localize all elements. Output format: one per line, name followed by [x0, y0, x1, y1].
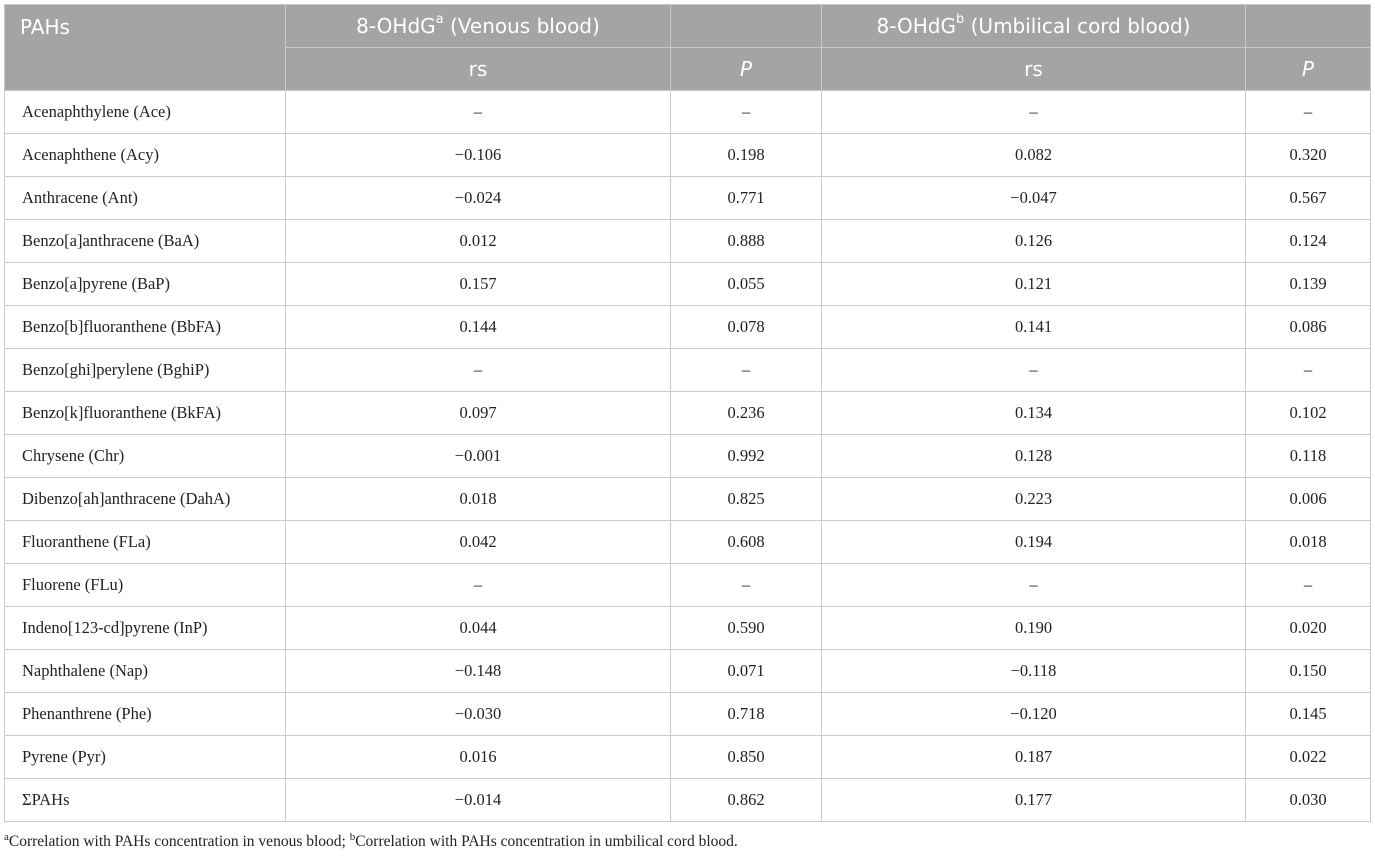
- header-rs-venous: rs: [286, 48, 671, 91]
- rs-venous-cell: –: [286, 564, 671, 607]
- rs-cord-cell: 0.134: [822, 392, 1246, 435]
- table-row: [5, 263, 1371, 306]
- rs-venous-cell: 0.144: [286, 306, 671, 349]
- pah-name-cell: Chrysene (Chr): [5, 435, 286, 478]
- p-venous-cell: 0.992: [671, 435, 822, 478]
- header-group-cord: [822, 5, 1246, 48]
- table-row: [5, 220, 1371, 263]
- table-footnote: [4, 830, 738, 851]
- pah-name-cell: Fluoranthene (FLa): [5, 521, 286, 564]
- p-venous-cell: 0.888: [671, 220, 822, 263]
- rs-venous-cell: 0.097: [286, 392, 671, 435]
- p-venous-cell: –: [671, 564, 822, 607]
- table-row: [5, 736, 1371, 779]
- p-venous-cell: 0.850: [671, 736, 822, 779]
- pah-name-cell: Pyrene (Pyr): [5, 736, 286, 779]
- table-header: [5, 5, 1371, 91]
- rs-cord-cell: 0.082: [822, 134, 1246, 177]
- rs-cord-cell: –: [822, 91, 1246, 134]
- p-cord-cell: 0.118: [1246, 435, 1371, 478]
- table-row: [5, 306, 1371, 349]
- table-row: [5, 779, 1371, 822]
- table-body: [5, 91, 1371, 822]
- rs-venous-cell: 0.044: [286, 607, 671, 650]
- table-row: [5, 564, 1371, 607]
- footnote-b-text: Correlation with PAHs concentration in umbilical cord blood.: [355, 833, 738, 850]
- p-venous-cell: –: [671, 91, 822, 134]
- rs-venous-cell: 0.157: [286, 263, 671, 306]
- p-cord-cell: 0.145: [1246, 693, 1371, 736]
- p-cord-cell: 0.030: [1246, 779, 1371, 822]
- header-group-cord-title: 8-OHdG: [876, 14, 956, 38]
- table-row: [5, 607, 1371, 650]
- header-pahs: PAHs: [5, 5, 286, 91]
- pah-name-cell: Indeno[123-cd]pyrene (InP): [5, 607, 286, 650]
- p-venous-cell: 0.071: [671, 650, 822, 693]
- p-cord-cell: 0.139: [1246, 263, 1371, 306]
- pah-name-cell: Benzo[a]pyrene (BaP): [5, 263, 286, 306]
- pah-name-cell: Naphthalene (Nap): [5, 650, 286, 693]
- p-cord-cell: 0.320: [1246, 134, 1371, 177]
- pah-name-cell: Phenanthrene (Phe): [5, 693, 286, 736]
- header-row-1: [5, 5, 1371, 48]
- p-venous-cell: 0.862: [671, 779, 822, 822]
- table-row: [5, 521, 1371, 564]
- rs-cord-cell: 0.121: [822, 263, 1246, 306]
- correlation-table: [4, 4, 1371, 822]
- p-venous-cell: –: [671, 349, 822, 392]
- p-venous-cell: 0.825: [671, 478, 822, 521]
- rs-cord-cell: 0.194: [822, 521, 1246, 564]
- rs-venous-cell: −0.148: [286, 650, 671, 693]
- header-group-venous: [286, 5, 671, 48]
- p-cord-cell: 0.150: [1246, 650, 1371, 693]
- rs-cord-cell: 0.187: [822, 736, 1246, 779]
- rs-venous-cell: –: [286, 91, 671, 134]
- table-row: [5, 91, 1371, 134]
- rs-cord-cell: –: [822, 349, 1246, 392]
- rs-venous-cell: −0.024: [286, 177, 671, 220]
- rs-venous-cell: 0.042: [286, 521, 671, 564]
- p-cord-cell: 0.022: [1246, 736, 1371, 779]
- p-venous-cell: 0.608: [671, 521, 822, 564]
- pah-name-cell: Acenaphthene (Acy): [5, 134, 286, 177]
- rs-cord-cell: 0.126: [822, 220, 1246, 263]
- table-row: [5, 650, 1371, 693]
- rs-cord-cell: 0.128: [822, 435, 1246, 478]
- correlation-table-container: [4, 4, 1370, 822]
- table-row: [5, 349, 1371, 392]
- p-venous-cell: 0.078: [671, 306, 822, 349]
- p-cord-cell: 0.567: [1246, 177, 1371, 220]
- rs-cord-cell: 0.141: [822, 306, 1246, 349]
- header-group-cord-sup: b: [956, 12, 965, 28]
- table-row: [5, 392, 1371, 435]
- rs-cord-cell: –: [822, 564, 1246, 607]
- header-blank-cord: [1246, 5, 1371, 48]
- table-row: [5, 693, 1371, 736]
- rs-venous-cell: 0.016: [286, 736, 671, 779]
- rs-venous-cell: −0.001: [286, 435, 671, 478]
- p-cord-cell: 0.086: [1246, 306, 1371, 349]
- p-cord-cell: –: [1246, 91, 1371, 134]
- rs-venous-cell: 0.018: [286, 478, 671, 521]
- rs-cord-cell: −0.047: [822, 177, 1246, 220]
- p-cord-cell: 0.018: [1246, 521, 1371, 564]
- header-group-cord-suffix: (Umbilical cord blood): [964, 14, 1191, 38]
- pah-name-cell: Fluorene (FLu): [5, 564, 286, 607]
- table-row: [5, 478, 1371, 521]
- pah-name-cell: Benzo[k]fluoranthene (BkFA): [5, 392, 286, 435]
- table-row: [5, 435, 1371, 478]
- rs-cord-cell: −0.118: [822, 650, 1246, 693]
- rs-venous-cell: –: [286, 349, 671, 392]
- p-cord-cell: –: [1246, 349, 1371, 392]
- p-cord-cell: –: [1246, 564, 1371, 607]
- header-p-venous: P: [671, 48, 822, 91]
- p-cord-cell: 0.020: [1246, 607, 1371, 650]
- p-venous-cell: 0.771: [671, 177, 822, 220]
- p-cord-cell: 0.006: [1246, 478, 1371, 521]
- p-venous-cell: 0.236: [671, 392, 822, 435]
- header-group-venous-sup: a: [435, 12, 444, 28]
- rs-venous-cell: 0.012: [286, 220, 671, 263]
- rs-cord-cell: 0.190: [822, 607, 1246, 650]
- pah-name-cell: ΣPAHs: [5, 779, 286, 822]
- footnote-b-mark: b: [349, 830, 356, 843]
- pah-name-cell: Anthracene (Ant): [5, 177, 286, 220]
- rs-venous-cell: −0.014: [286, 779, 671, 822]
- header-group-venous-title: 8-OHdG: [356, 14, 436, 38]
- pah-name-cell: Acenaphthylene (Ace): [5, 91, 286, 134]
- pah-name-cell: Benzo[b]fluoranthene (BbFA): [5, 306, 286, 349]
- pah-name-cell: Benzo[ghi]perylene (BghiP): [5, 349, 286, 392]
- p-venous-cell: 0.718: [671, 693, 822, 736]
- p-venous-cell: 0.055: [671, 263, 822, 306]
- footnote-a-text: Correlation with PAHs concentration in venous blood;: [8, 833, 350, 850]
- footnote-a-mark: a: [4, 830, 9, 843]
- p-venous-cell: 0.590: [671, 607, 822, 650]
- rs-cord-cell: 0.177: [822, 779, 1246, 822]
- header-blank-venous: [671, 5, 822, 48]
- rs-cord-cell: −0.120: [822, 693, 1246, 736]
- pah-name-cell: Dibenzo[ah]anthracene (DahA): [5, 478, 286, 521]
- header-p-cord: P: [1246, 48, 1371, 91]
- rs-venous-cell: −0.106: [286, 134, 671, 177]
- p-venous-cell: 0.198: [671, 134, 822, 177]
- rs-venous-cell: −0.030: [286, 693, 671, 736]
- header-group-venous-suffix: (Venous blood): [443, 14, 600, 38]
- rs-cord-cell: 0.223: [822, 478, 1246, 521]
- header-rs-cord: rs: [822, 48, 1246, 91]
- table-row: [5, 177, 1371, 220]
- p-cord-cell: 0.102: [1246, 392, 1371, 435]
- table-row: [5, 134, 1371, 177]
- p-cord-cell: 0.124: [1246, 220, 1371, 263]
- pah-name-cell: Benzo[a]anthracene (BaA): [5, 220, 286, 263]
